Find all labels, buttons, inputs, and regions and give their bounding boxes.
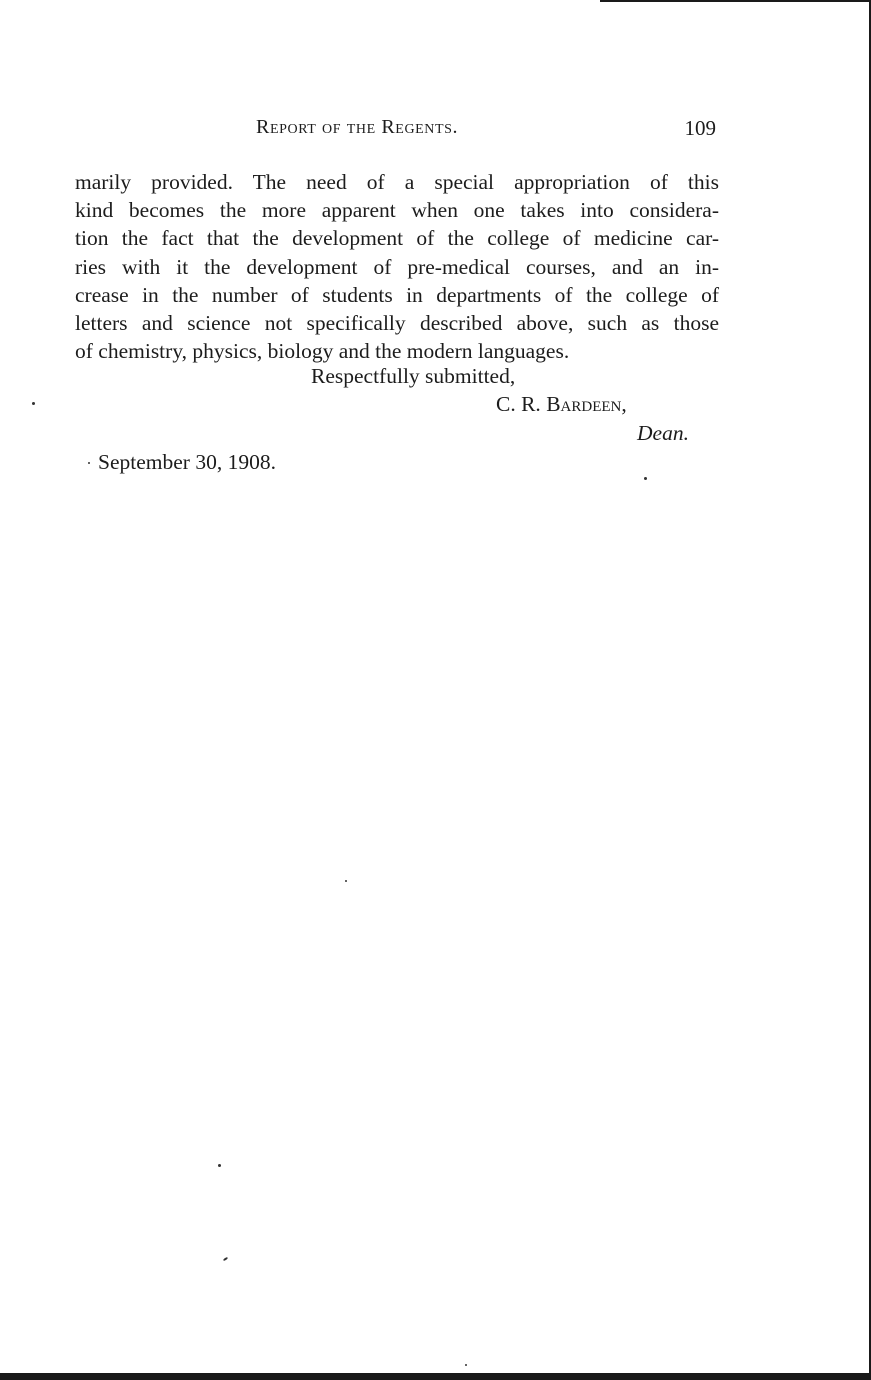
body-line: ries with it the development of pre-medical courses, and an in- [75,254,719,279]
scan-speck [218,1164,221,1167]
page-header [256,116,716,144]
page-number: 109 [684,116,716,140]
scan-speck [465,1364,467,1366]
signer-surname: Bardeen, [546,392,627,416]
body-line: of chemistry, physics, biology and the modern languages. [75,339,570,364]
scan-speck [644,477,647,480]
signer-initials: C. R. [496,392,547,416]
body-line: crease in the number of students in departments of the college of [75,282,719,307]
body-paragraph [75,168,719,365]
signer-title: Dean. [637,421,689,445]
body-line: marily provided. The need of a special appropriation of this [75,170,719,194]
scan-edge-bottom [0,1373,871,1380]
body-line: kind becomes the more apparent when one takes into considera- [75,198,719,223]
signer-name [496,392,627,417]
scan-speck [345,880,347,882]
scan-speck [88,462,90,464]
running-title: Report of the Regents. [256,116,459,138]
scan-speck [32,402,35,405]
body-line: tion the fact that the development of the college of medicine car- [75,226,719,251]
document-date: September 30, 1908. [98,450,276,474]
scan-edge-top [600,0,871,2]
body-line: letters and science not specifically described above, such as those [75,311,719,336]
scan-speck [223,1257,228,1262]
closing-salutation: Respectfully submitted, [311,364,516,388]
